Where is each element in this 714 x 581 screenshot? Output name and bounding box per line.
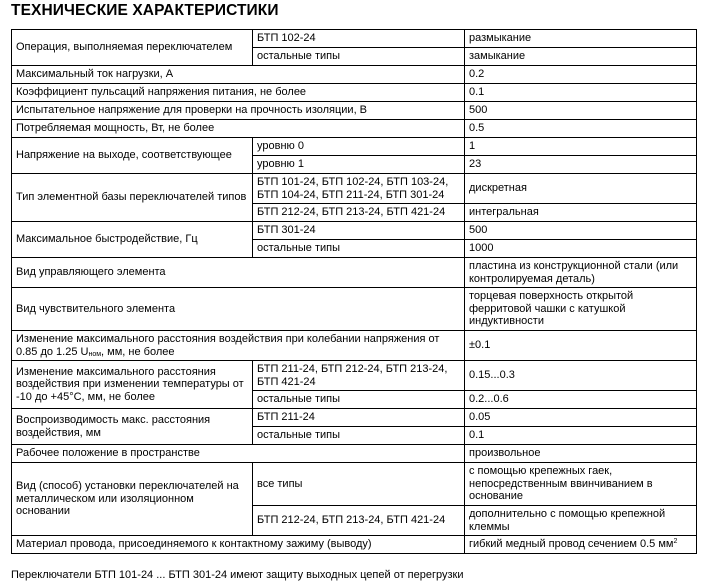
value-cell: дискретная	[465, 174, 697, 204]
type-cell: все типы	[253, 463, 465, 506]
table-row	[12, 66, 697, 84]
value-cell: 0.2	[465, 66, 697, 84]
row-label: Испытательное напряжение для проверки на прочность изоляции, В	[12, 102, 465, 120]
type-cell: БТП 212-24, БТП 213-24, БТП 421-24	[253, 204, 465, 222]
value-cell: размыкание	[465, 30, 697, 48]
table-row	[12, 30, 697, 48]
footer-note: Переключатели БТП 101-24 ... БТП 301-24 имеют защиту выходных цепей от перегрузки	[11, 569, 464, 581]
label-subscript: ном	[88, 350, 102, 358]
row-label: Вид (способ) установки переключателей на металлическом или изоляционном основании	[12, 463, 253, 536]
table-row	[12, 138, 697, 156]
label-text-tail: , мм, не более	[101, 345, 175, 358]
value-cell: интегральная	[465, 204, 697, 222]
table-row	[12, 288, 697, 331]
type-cell: уровню 0	[253, 138, 465, 156]
table-row	[12, 445, 697, 463]
type-cell: остальные типы	[253, 427, 465, 445]
value-cell: 0.5	[465, 120, 697, 138]
row-label: Изменение максимального расстояния воздействия при изменении температуры от -10 до +45°С, мм, не более	[12, 361, 253, 409]
row-label: Тип элементной базы переключателей типов	[12, 174, 253, 222]
table-row	[12, 536, 697, 554]
type-cell: БТП 301-24	[253, 222, 465, 240]
value-cell: 500	[465, 222, 697, 240]
value-cell: 1	[465, 138, 697, 156]
type-cell: остальные типы	[253, 391, 465, 409]
value-cell: пластина из конструкционной стали (или контролируемая деталь)	[465, 258, 697, 288]
value-cell: торцевая поверхность открытой ферритовой чашки с катушкой индуктивности	[465, 288, 697, 331]
value-cell: 0.1	[465, 84, 697, 102]
type-cell: уровню 1	[253, 156, 465, 174]
value-cell: произвольное	[465, 445, 697, 463]
value-cell	[465, 536, 697, 554]
value-cell: 0.05	[465, 409, 697, 427]
row-label: Коэффициент пульсаций напряжения питания, не более	[12, 84, 465, 102]
label-text: Изменение максимального расстояния воздействия при колебании напряжения от 0.85 до 1.25 U	[16, 333, 440, 358]
table-row	[12, 222, 697, 240]
type-cell: БТП 211-24, БТП 212-24, БТП 213-24, БТП 421-24	[253, 361, 465, 391]
value-text: гибкий медный провод сечением 0.5 мм	[469, 538, 674, 551]
table-row	[12, 84, 697, 102]
value-cell: 0.2...0.6	[465, 391, 697, 409]
row-label: Напряжение на выходе, соответствующее	[12, 138, 253, 174]
row-label: Рабочее положение в пространстве	[12, 445, 465, 463]
value-cell: 23	[465, 156, 697, 174]
row-label: Материал провода, присоединяемого к контактному зажиму (выводу)	[12, 536, 465, 554]
row-label: Вид управляющего элемента	[12, 258, 465, 288]
value-cell: с помощью крепежных гаек, непосредственным ввинчиванием в основание	[465, 463, 697, 506]
row-label: Максимальный ток нагрузки, А	[12, 66, 465, 84]
table-row	[12, 463, 697, 506]
row-label: Операция, выполняемая переключателем	[12, 30, 253, 66]
table-row	[12, 120, 697, 138]
table-row	[12, 361, 697, 391]
type-cell: БТП 212-24, БТП 213-24, БТП 421-24	[253, 506, 465, 536]
row-label: Потребляемая мощность, Вт, не более	[12, 120, 465, 138]
value-cell: замыкание	[465, 48, 697, 66]
table-row	[12, 102, 697, 120]
row-label: Вид чувствительного элемента	[12, 288, 465, 331]
table-row	[12, 258, 697, 288]
row-label	[12, 331, 465, 361]
value-cell: 0.15...0.3	[465, 361, 697, 391]
row-label: Максимальное быстродействие, Гц	[12, 222, 253, 258]
value-cell: ±0.1	[465, 331, 697, 361]
value-cell: 500	[465, 102, 697, 120]
value-cell: 0.1	[465, 427, 697, 445]
value-cell: дополнительно с помощью крепежной клеммы	[465, 506, 697, 536]
page-title: ТЕХНИЧЕСКИЕ ХАРАКТЕРИСТИКИ	[11, 2, 279, 19]
type-cell: БТП 102-24	[253, 30, 465, 48]
row-label: Воспроизводимость макс. расстояния воздействия, мм	[12, 409, 253, 445]
value-cell: 1000	[465, 240, 697, 258]
table-row	[12, 331, 697, 361]
type-cell: БТП 211-24	[253, 409, 465, 427]
type-cell: БТП 101-24, БТП 102-24, БТП 103-24, БТП 104-24, БТП 211-24, БТП 301-24	[253, 174, 465, 204]
table-row	[12, 174, 697, 204]
value-superscript: 2	[673, 538, 678, 546]
type-cell: остальные типы	[253, 48, 465, 66]
type-cell: остальные типы	[253, 240, 465, 258]
table-row	[12, 409, 697, 427]
spec-table	[11, 29, 697, 554]
